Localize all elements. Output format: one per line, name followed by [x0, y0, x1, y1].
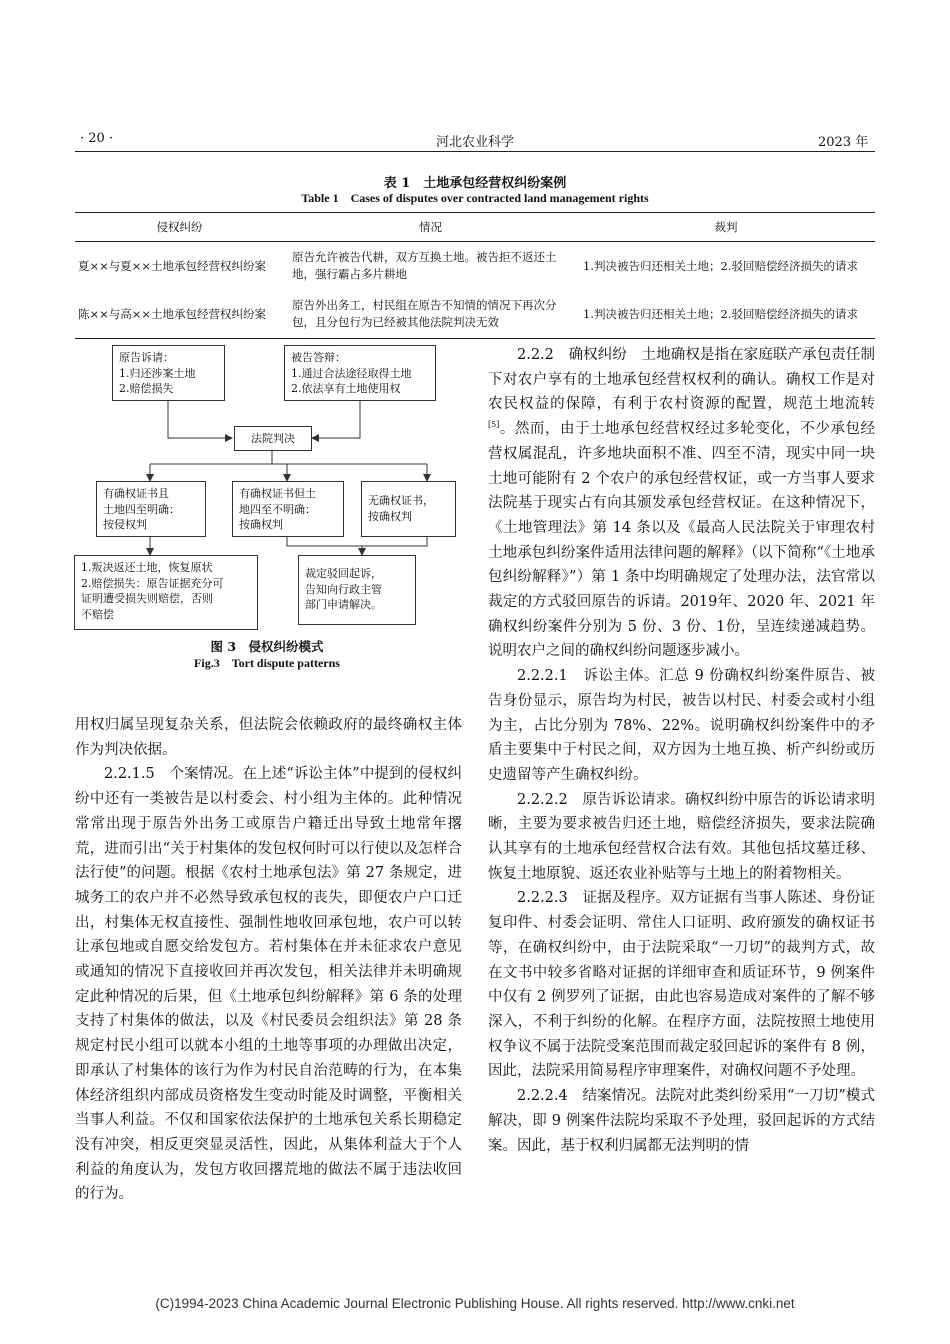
paragraph-section-2-2-2-3: 2.2.2.3 证据及程序。双方证据有当事人陈述、身份证复印件、村委会证明、常住人口证明、政府颁发的确权证书等，在确权纠纷中，由于法院采取“一刀切”的裁判方式，故在文书中较多省略对证据的详细审查和质证环节，9 例案件中仅有 2 例罗列了证据，由此也容易造成对案件的了解不够深入，不利于纠纷的化解。在程序方面，法院按照土地使用权争议不属于法院受案范围而裁定驳回起诉的案件有 8 例，因此，法院采用简易程序审理案件，对确权问题不予处理。	[488, 890, 875, 1080]
left-column	[75, 713, 462, 1207]
table-cell: 原告允许被告代耕，双方互换土地。被告拒不返还土地，强行霸占多片耕地	[292, 250, 557, 281]
page-number: · 20 ·	[80, 131, 114, 146]
box-line: 2.赔偿损失	[119, 382, 174, 395]
table-caption-zh: 表 1 土地承包经营权纠纷案例	[383, 176, 567, 191]
table-cell: 1.判决被告归还相关土地；2.驳回赔偿经济损失的请求	[583, 258, 858, 273]
case-c-box	[361, 481, 456, 537]
box-line: 无确权证书，	[368, 494, 434, 507]
journal-year: 2023 年	[818, 135, 869, 150]
result-b-box	[298, 555, 416, 625]
table-row	[75, 242, 875, 291]
paragraph: 用权归属呈现复杂关系，但法院会依赖政府的最终确权主体作为判决依据。	[75, 717, 462, 758]
table-header-row	[75, 213, 875, 242]
column-header: 情况	[284, 213, 577, 242]
citation-ref: [5]	[488, 420, 500, 430]
paragraph-section-2-2-2	[488, 343, 875, 664]
box-line: 地四至不明确：	[239, 502, 316, 516]
box-line: 原告诉请：	[119, 351, 174, 364]
box-line: 证明遭受损失则赔偿，否则	[81, 592, 213, 605]
case-a-box	[96, 481, 206, 537]
column-header: 侵权纠纷	[75, 213, 284, 242]
plaintiff-claim-box	[112, 345, 225, 401]
table-caption-en: Table 1 Cases of disputes over contracted land management rights	[301, 191, 649, 205]
arrow-case-b-result-b	[287, 537, 362, 555]
table-cell: 陈××与高××土地承包经营权纠纷案	[75, 290, 284, 339]
court-judgment-box: 法院判决	[234, 426, 312, 451]
journal-name: 河北农业科学	[435, 135, 514, 150]
box-line: 土地四至明确：	[103, 502, 180, 516]
figure-caption-en: Fig.3 Tort dispute patterns	[194, 656, 340, 670]
arrow-plaintiff-court	[168, 400, 232, 438]
arrow-defendant-court	[312, 400, 360, 438]
table-row	[75, 290, 875, 339]
box-line: 按确权判	[368, 509, 412, 523]
paragraph-section-2-2-2-1: 2.2.2.1 诉讼主体。汇总 9 份确权纠纷案件原告、被告身份显示，原告均为村民，被告以村民、村委会或村小组为主，占比分别为 78%、22%。说明确权纠纷案件中的矛盾主要集中于村民之间，双方因为土地互换、析产纠纷或历史遗留等产生确权纠纷。	[488, 668, 875, 783]
box-line: 1.通过合法途径取得土地	[291, 366, 412, 380]
box-line: 1.归还涉案土地	[119, 366, 196, 380]
box-line: 2.赔偿损失：原告证据充分可	[81, 576, 224, 590]
case-b-box	[232, 481, 344, 537]
result-a-box	[74, 555, 258, 630]
header-rule	[75, 151, 875, 152]
figure-caption-zh: 图 3 侵权纠纷模式	[210, 639, 324, 654]
paragraph-section-2-2-2-4: 2.2.2.4 结案情况。法院对此类纠纷采用“一刀切”模式解决，即 9 例案件法院均采取不予处理，驳回起诉的方式结案。因此，基于权利归属都无法判明的情	[488, 1088, 875, 1154]
box-line: 被告答辩：	[291, 351, 346, 364]
table-cell: 夏××与夏××土地承包经营权纠纷案	[78, 258, 267, 273]
box-line: 2.依法享有土地使用权	[291, 382, 401, 395]
box-line: 部门申请解决。	[305, 598, 382, 611]
paragraph-section-2-2-1-5: 2.2.1.5 个案情况。在上述“诉讼主体”中提到的侵权纠纷中还有一类被告是以村委会、村小组为主体的。此种情况常常出现于原告外出务工或原告户籍迁出导致土地常年撂荒，进而引出“关于村集体的发包权何时可以行使以及怎样合法行使”的问题。根据《农村土地承包法》第 27 条规定，进城务工的农户并不必然导致承包权的丧失，即便农户户口迁出，村集体无权直接性、强制性地收回承包地，农户可以转让承包地或自愿交给发包方。若村集体在并未征求农户意见或通知的情况下直接收回并再次发包，相关法律并未明确规定此种情况的后果，但《土地承包纠纷解释》第 6 条的处理支持了村集体的做法，以及《村民委员会组织法》第 28 条规定村民小组可以就本小组的土地等事项的办理做出决定，即承认了村集体的该行为作为村民自治范畴的行为，在本集体经济组织内部成员资格发生变动时能及时调整，平衡相关当事人利益。不仅和国家依法保护的土地承包关系长期稳定没有冲突，相反更突显灵活性，因此，从集体利益大于个人利益的角度认为，发包方收回撂荒地的做法不属于违法收回的行为。	[75, 766, 462, 1203]
paragraph-text: 2.2.2 确权纠纷 土地确权是指在家庭联产承包责任制下对农户享有的土地承包经营权权利的确认。确权工作是对农民权益的保障，有利于农村资源的配置，规范土地流转	[488, 347, 875, 413]
copyright-footer: (C)1994-2023 China Academic Journal Electronic Publishing House. All rights reserved. http://www.cnki.net	[155, 1296, 795, 1311]
box-line: 按确权判	[239, 518, 283, 531]
cases-table	[75, 212, 875, 339]
table-cell: 1.判决被告归还相关土地；2.驳回赔偿经济损失的请求	[577, 290, 875, 339]
box-line: 按侵权判	[103, 518, 147, 531]
paragraph-section-2-2-2-2: 2.2.2.2 原告诉讼请求。确权纠纷中原告的诉讼请求明晰，主要为要求被告归还土地，赔偿经济损失，要求法院确认其享有的土地承包经营权合法有效。其他包括坟墓迁移、恢复土地原貌、返还农业补贴等与土地上的附着物相关。	[488, 791, 875, 882]
box-line: 1.叛决返还土地，恢复原状	[81, 561, 213, 574]
column-header: 裁判	[577, 213, 875, 242]
box-line: 告知向行政主管	[305, 582, 382, 596]
box-line: 有确权证书且	[103, 487, 169, 500]
defendant-defense-box	[284, 345, 436, 401]
tort-dispute-flowchart	[72, 340, 462, 636]
right-column	[488, 343, 875, 1158]
box-line: 有确权证书但土	[239, 487, 316, 500]
box-line: 不赔偿	[81, 607, 114, 621]
table-cell: 原告外出务工，村民组在原告不知情的情况下再次分包，且分包行为已经被其他法院判决无效	[284, 290, 577, 339]
join-case-c	[362, 537, 427, 546]
paragraph-text: 。然而，由于土地承包经营权经过多轮变化，不少承包经营权属混乱，许多地块面积不准、四至不清，现实中同一块土地可能附有 2 个农户的承包经营权证，或一方当事人要求法院基于现实占有向其颁发承包经营权证。在这种情况下，《土地管理法》第 14 条以及《最高人民法院关于审理农村土地承包纠纷案件适用法律问题的解释》（以下简称“《土地承包纠纷解释》”）第 1 条中均明确规定了处理办法，法官常以裁定的方式驳回原告的诉请。2019年、2020 年、2021 年确权纠纷案件分别为 5 份、3 份、1份，呈连续递减趋势。说明农户之间的确权纠纷问题逐步减小。	[488, 421, 875, 660]
box-line: 裁定驳回起诉，	[305, 567, 382, 580]
